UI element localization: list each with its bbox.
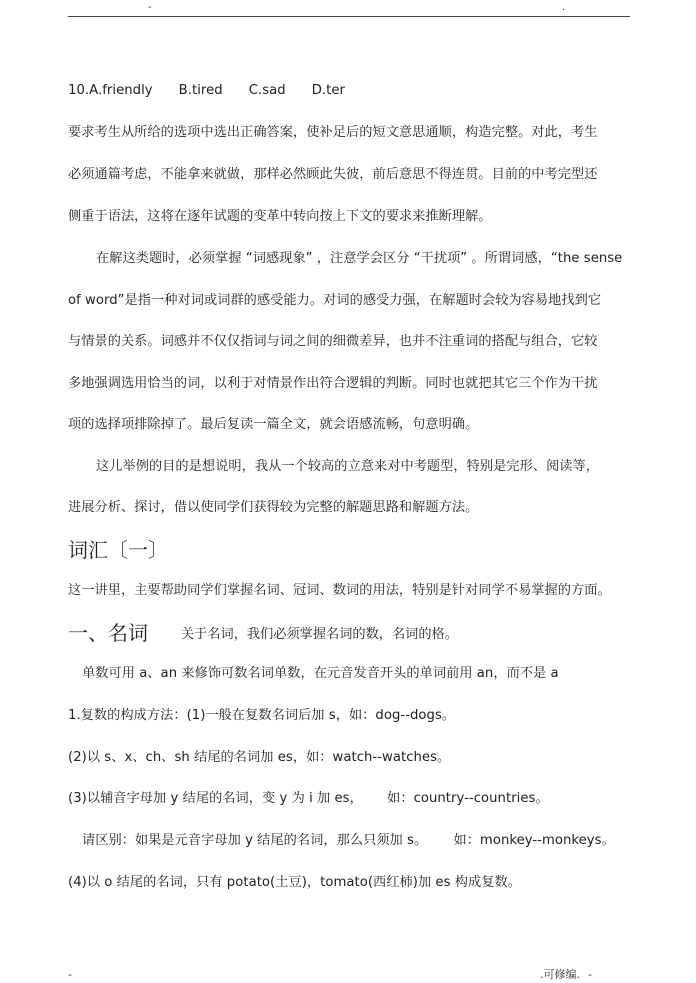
footer-marker-right: -	[588, 968, 592, 981]
header-marker-right: .	[562, 2, 566, 13]
option-c: C.sad	[248, 83, 286, 98]
option-b: B.tired	[178, 83, 223, 98]
paragraph-2-line-4: 多地强调选用恰当的词，以利于对情景作出符合逻辑的判断。同时也就把其它三个作为干扰	[68, 376, 598, 391]
noun-heading-note: 关于名词，我们必须掌握名词的数，名词的格。	[181, 627, 458, 642]
option-a: A.friendly	[89, 83, 153, 98]
header-rule	[68, 16, 630, 17]
rule-plural-4: (4)以 o 结尾的名词，只有 potato(土豆)，tomato(西红柿)加 es 构成复数。	[68, 875, 521, 890]
paragraph-2-line-5: 项的选择项排除掉了。最后复读一篇全文，就会语感流畅，句意明确。	[68, 417, 479, 432]
paragraph-2-line-2: of word”是指一种对词或词群的感受能力。对词的感受力强，在解题时会较为容易地找到它	[68, 293, 602, 308]
vocab-intro: 这一讲里，主要帮助同学们掌握名词、冠词、数词的用法，特别是针对同学不易掌握的方面。	[68, 583, 611, 598]
header-marker-left: -	[148, 2, 152, 13]
rule-distinguish-example: 如：monkey--monkeys。	[453, 833, 615, 848]
paragraph-3-line-1: 这儿举例的目的是想说明，我从一个较高的立意来对中考题型，特别是完形、阅读等，	[96, 459, 600, 474]
paragraph-1-line-3: 侧重于语法，这将在逐年试题的变革中转向按上下文的要求来推断理解。	[68, 209, 492, 224]
question-number: 10.	[68, 83, 90, 98]
option-d: D.ter	[311, 83, 345, 98]
rule-distinguish	[82, 832, 662, 850]
noun-heading: 一、名词	[68, 621, 148, 645]
rule-plural-3-example: 如：country--countries。	[387, 791, 549, 806]
rule-plural-3	[68, 790, 648, 808]
question-10	[68, 82, 648, 100]
rule-singular: 单数可用 a、an 来修饰可数名词单数，在元音发音开头的单词前用 an，而不是 a	[82, 666, 559, 681]
paragraph-1-line-1: 要求考生从所给的选项中选出正确答案，使补足后的短文意思通顺，构造完整。对此，考生	[68, 125, 598, 140]
rule-plural-2: (2)以 s、x、ch、sh 结尾的名词加 es，如：watch--watches。	[68, 750, 451, 765]
rule-distinguish-text: 请区别：如果是元音字母加 y 结尾的名词，那么只须加 s。	[82, 833, 428, 848]
paragraph-1-line-2: 必须通篇考虑，不能拿来就做，那样必然顾此失彼，前后意思不得连贯。目前的中考完型还	[68, 167, 598, 182]
paragraph-3-line-2: 进展分析、探讨，借以使同学们获得较为完整的解题思路和解题方法。	[68, 500, 479, 515]
footer-editable-label: .可修编.	[540, 968, 580, 981]
vocab-heading: 词汇〔一〕	[68, 538, 168, 562]
rule-plural-1: 1.复数的构成方法：(1)一般在复数名词后加 s，如：dog--dogs。	[68, 708, 456, 723]
paragraph-2-line-1: 在解这类题时，必须掌握 “词感现象” ，注意学会区分 “干扰项” 。所谓词感，“the sense	[96, 251, 623, 266]
rule-plural-3-text: (3)以辅音字母加 y 结尾的名词，变 y 为 i 加 es，	[68, 791, 363, 806]
footer-marker-left: -	[68, 968, 72, 981]
paragraph-2-line-3: 与情景的关系。词感并不仅仅指词与词之间的细微差异，也并不注重词的搭配与组合，它较	[68, 334, 598, 349]
